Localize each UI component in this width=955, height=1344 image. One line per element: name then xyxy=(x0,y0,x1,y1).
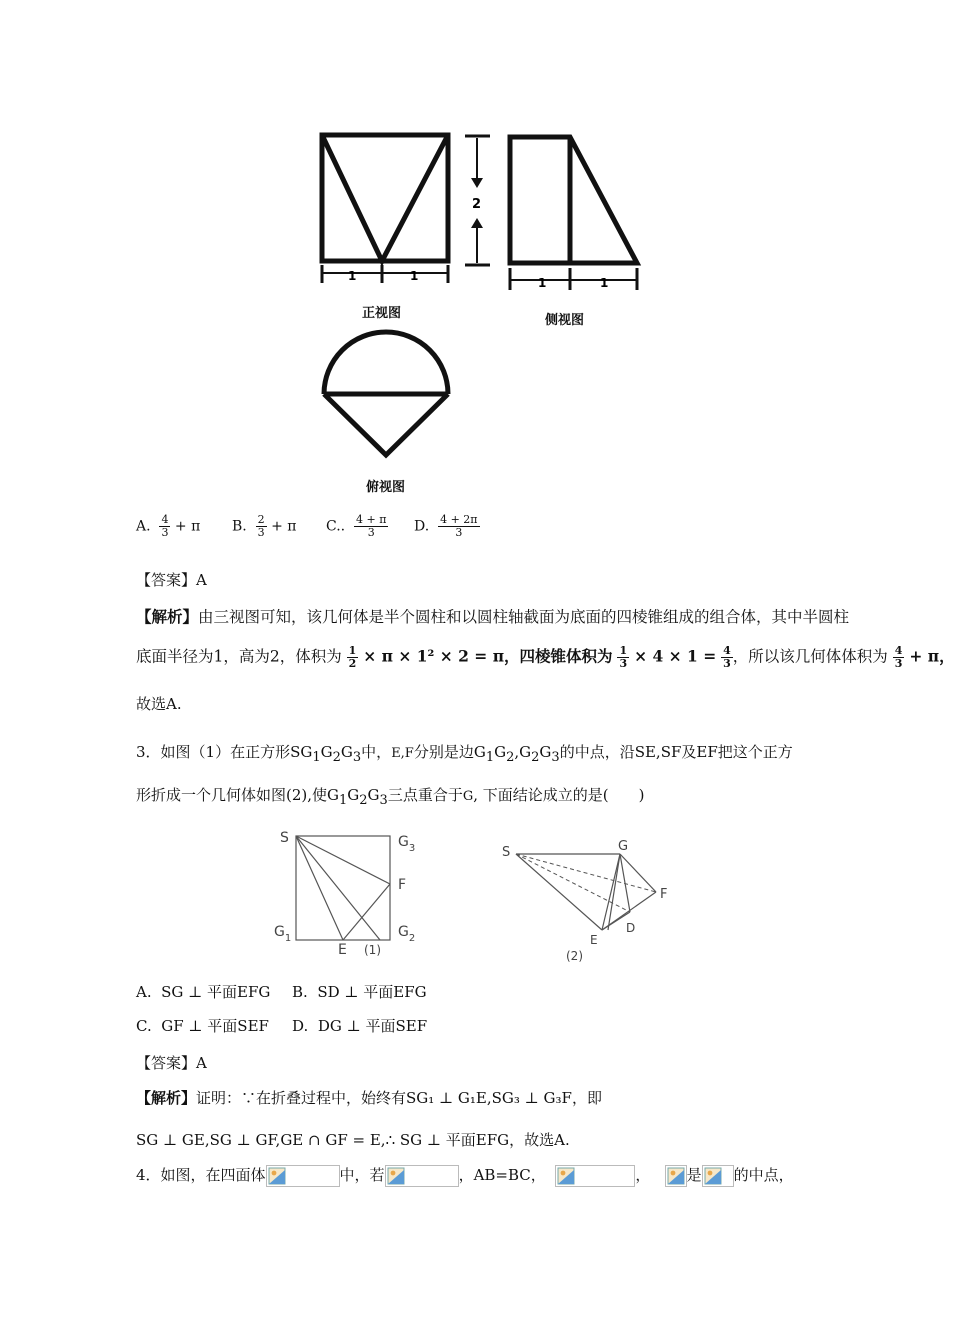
broken-image-placeholder xyxy=(266,1165,340,1187)
q3-stem-line2: 形折成一个几何体如图(2),使$G_1G_2G_3$三点重合于G, 下面结论成立的是( ) xyxy=(136,786,645,808)
side-dim-left: 1 xyxy=(538,276,547,290)
side-view-label: 侧视图 xyxy=(545,313,585,328)
q3-figure-2 xyxy=(496,832,686,972)
fig2-label-f: F xyxy=(660,887,668,902)
front-dim-right: 1 xyxy=(410,269,419,283)
side-view xyxy=(510,137,637,263)
fig1-label-g2: $G_2$ xyxy=(398,924,416,944)
fig2-label-s: S xyxy=(502,845,511,860)
q2-option-d: D. $\frac{4 + 2\pi}{3}$ xyxy=(414,513,478,539)
image-icon xyxy=(557,1167,575,1185)
q3-analysis-line2: SG ⊥ GE,SG ⊥ GF,GE ∩ GF = E,∴ SG ⊥ 平面EFG，故选A. xyxy=(136,1131,570,1149)
q3-option-a: A. SG ⊥ 平面EFG xyxy=(136,983,271,1001)
q3-analysis-line1: 【解析】证明：∵在折叠过程中，始终有SG₁ ⊥ G₁E,SG₃ ⊥ G₃F，即 xyxy=(136,1089,602,1107)
side-dim-right: 1 xyxy=(600,276,609,290)
q3-option-d: D. DG ⊥ 平面SEF xyxy=(292,1017,428,1035)
fig1-label-e: E xyxy=(338,942,347,958)
fig1-label-s: S xyxy=(280,830,289,846)
fig2-label-g: G xyxy=(618,839,629,854)
front-dimension xyxy=(322,265,448,283)
broken-image-placeholder xyxy=(702,1165,734,1187)
broken-image-placeholder xyxy=(555,1165,635,1187)
image-icon xyxy=(667,1167,685,1185)
broken-image-placeholder xyxy=(385,1165,459,1187)
q2-analysis-line3: 故选A. xyxy=(136,695,182,713)
q3-figure-1 xyxy=(270,822,430,962)
q4-stem: 4．如图，在四面体 中，若 ，AB=BC， ， 是 的中点， xyxy=(136,1165,794,1187)
q2-option-b: B. $\frac{2}{3}$ + π xyxy=(232,513,297,539)
q2-analysis-line1: 【解析】由三视图可知，该几何体是半个圆柱和以圆柱轴截面为底面的四棱锥组成的组合体，其中半圆柱 xyxy=(136,607,850,626)
front-view xyxy=(322,135,448,261)
q2-option-c: C.. $\frac{4 + \pi}{3}$ xyxy=(326,513,387,539)
q3-stem-line1: 3．如图（1）在正方形$SG_1G_2G_3$中，E,F分别是边$G_1G_2,G_2G_3$的中点，沿SE,SF及EF把这个正方 xyxy=(136,743,793,765)
image-icon xyxy=(704,1167,722,1185)
q3-answer: 【答案】A xyxy=(136,1054,207,1072)
side-dimension xyxy=(510,268,637,290)
top-view xyxy=(324,332,448,455)
fig2-label-e: E xyxy=(590,933,598,947)
fig1-label-g3: $G_3$ xyxy=(398,834,416,854)
three-views-figure xyxy=(300,120,660,500)
fig1-label-g1: $G_1$ xyxy=(274,924,292,944)
q2-analysis-line2: 底面半径为1，高为2，体积为 $\frac{1}{2}$ × π × 1² × 2 = π，四棱锥体积为 $\frac{1}{3}$ × 4 × 1 = $\frac{4}{3}$ ，所以该几何体体积为 $\frac{4}{3}$ + π， xyxy=(136,644,955,670)
q3-option-c: C. GF ⊥ 平面SEF xyxy=(136,1017,269,1035)
top-view-label: 俯视图 xyxy=(366,480,406,495)
fig2-label-d: D xyxy=(626,921,636,935)
broken-image-placeholder xyxy=(665,1165,687,1187)
fig2-caption: (2) xyxy=(566,949,583,963)
front-dim-left: 1 xyxy=(348,269,357,283)
image-icon xyxy=(387,1167,405,1185)
fig1-label-f: F xyxy=(398,877,407,893)
q2-option-a: A. $\frac{4}{3}$ + π xyxy=(136,513,201,539)
q2-answer: 【答案】A xyxy=(136,571,207,589)
q3-option-b: B. SD ⊥ 平面EFG xyxy=(292,983,427,1001)
fig1-caption: (1) xyxy=(364,943,381,957)
image-icon xyxy=(268,1167,286,1185)
height-dim-label: 2 xyxy=(472,197,482,212)
front-view-label: 正视图 xyxy=(362,306,402,321)
